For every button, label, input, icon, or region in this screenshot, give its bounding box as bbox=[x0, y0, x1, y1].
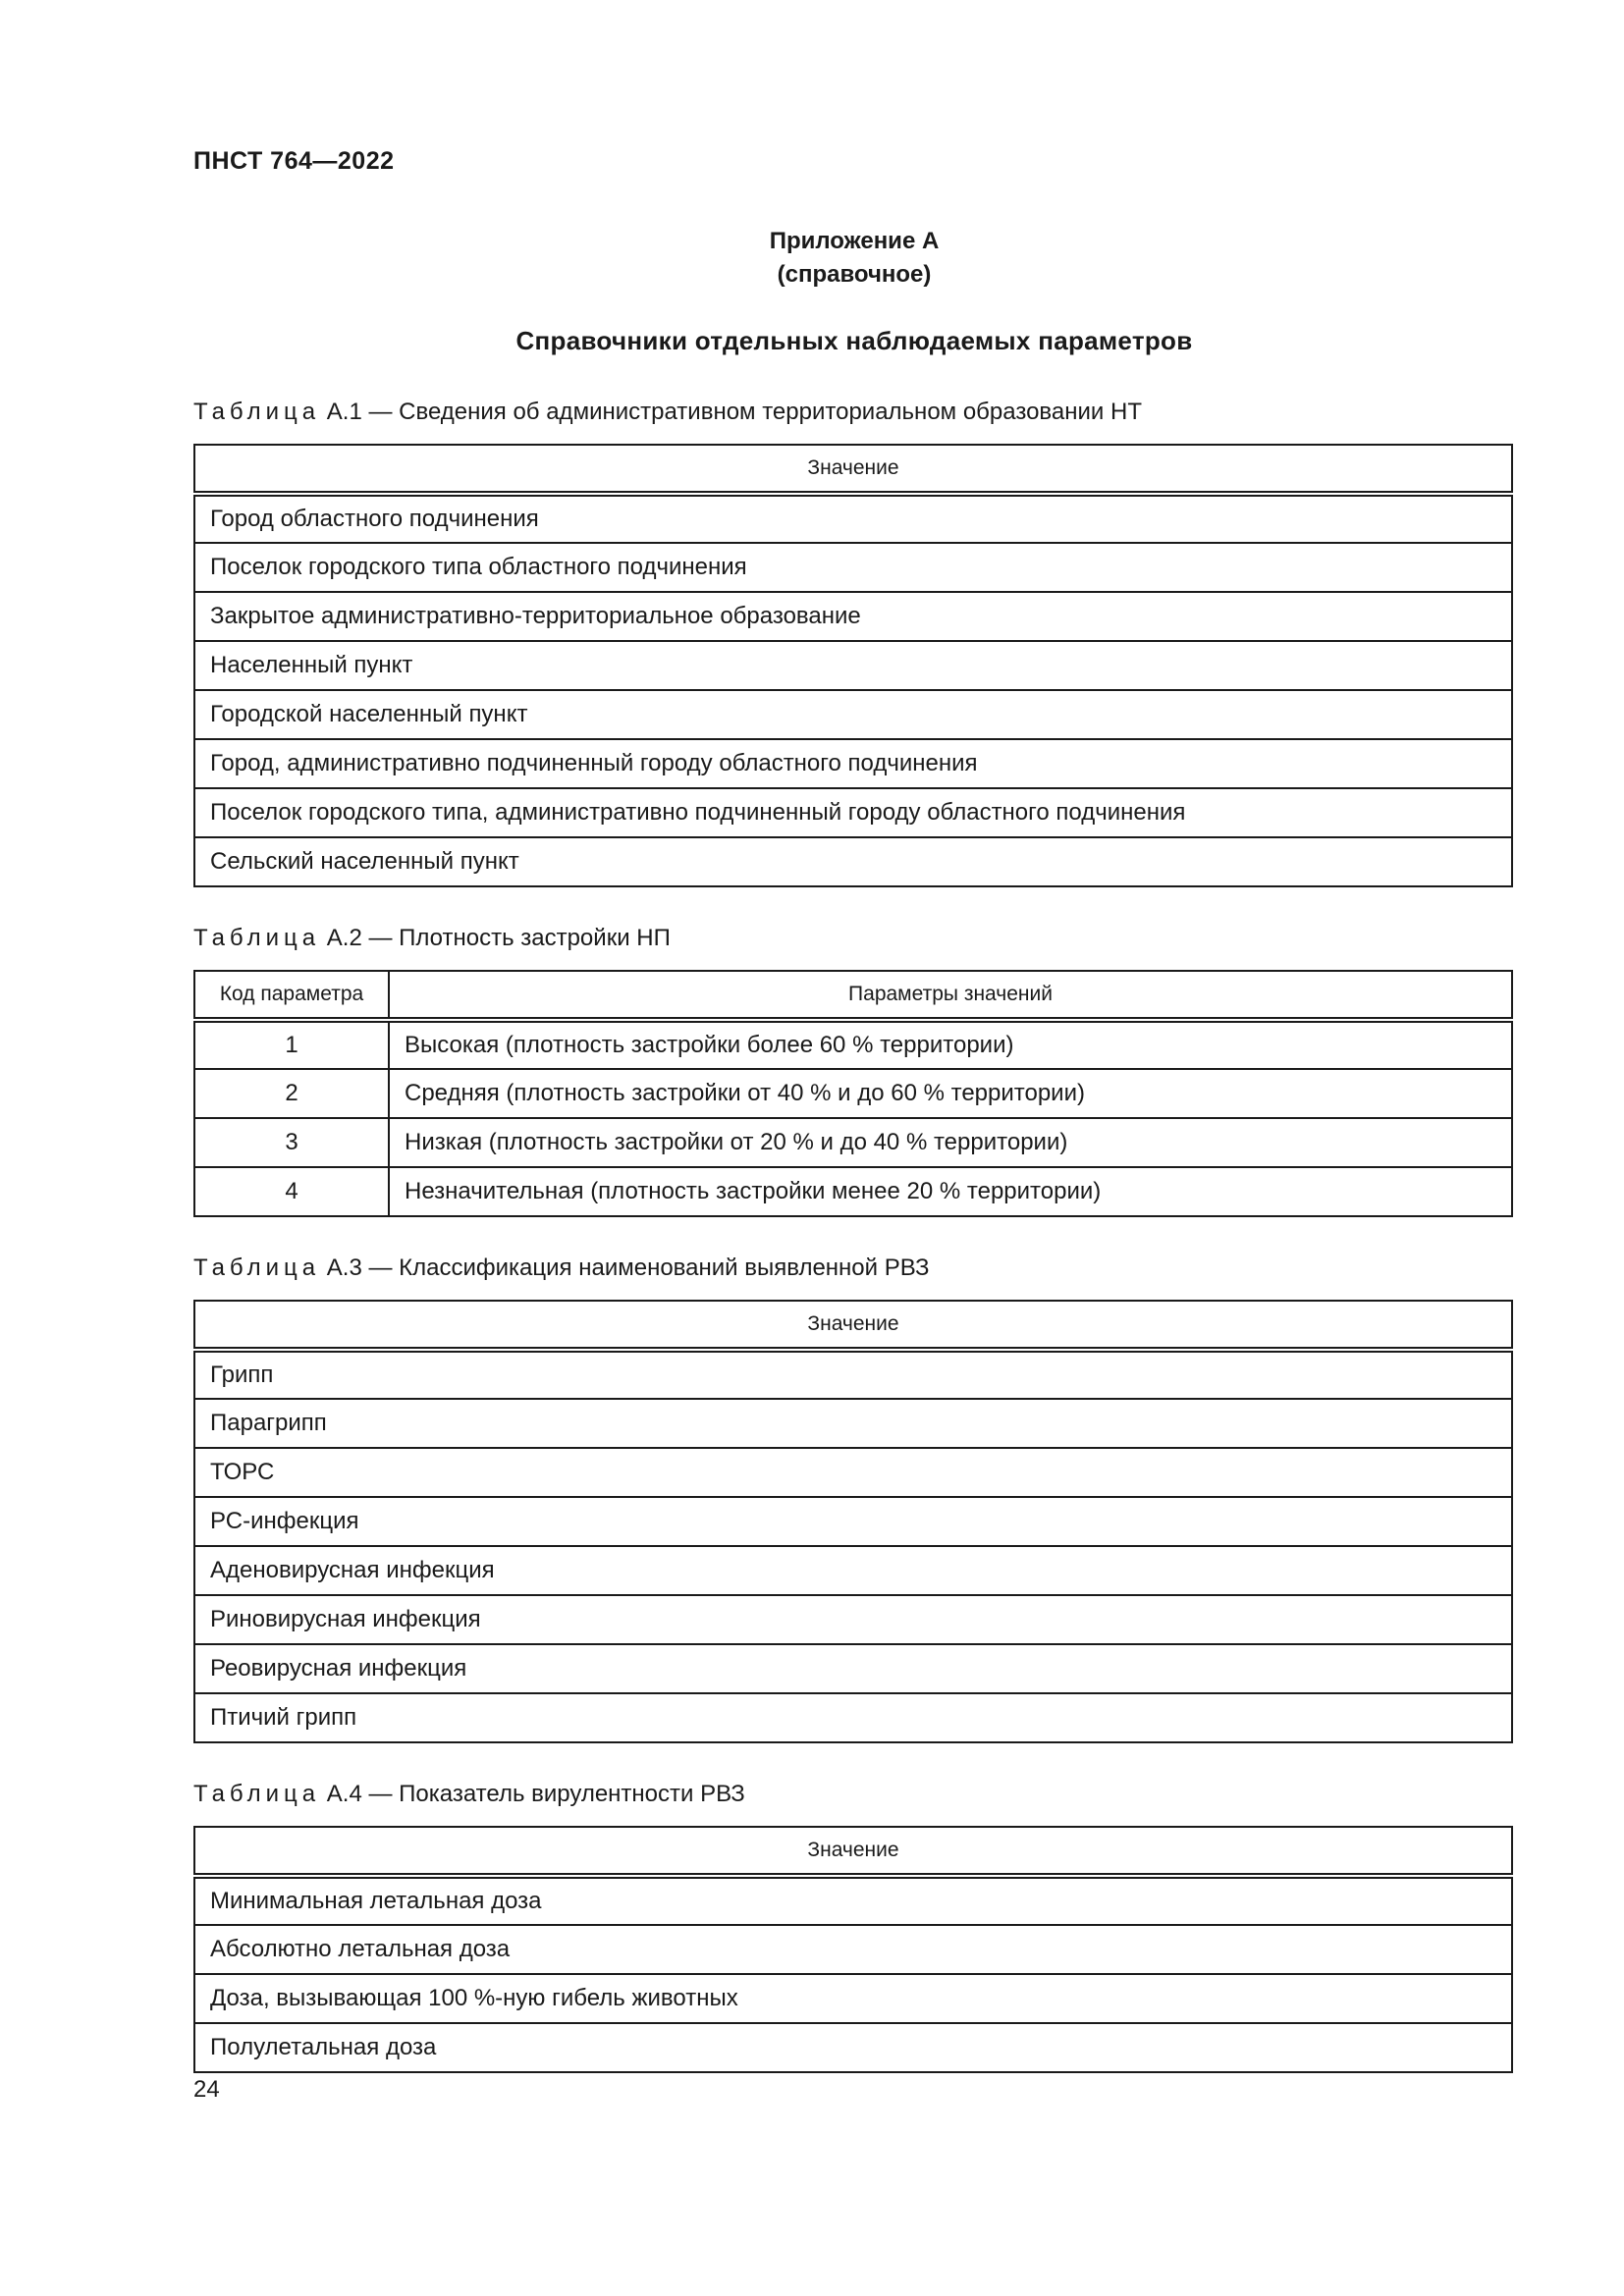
document-id: ПНСТ 764—2022 bbox=[193, 147, 395, 175]
table-row: Городской населенный пункт bbox=[194, 690, 1512, 739]
table-row bbox=[194, 1069, 1512, 1118]
table-row: Сельский населенный пункт bbox=[194, 837, 1512, 886]
table-row: Аденовирусная инфекция bbox=[194, 1546, 1512, 1595]
table-a1 bbox=[193, 444, 1513, 887]
table-a4-header: Значение bbox=[194, 1827, 1512, 1876]
table-a1-header: Значение bbox=[194, 445, 1512, 494]
table-a1-caption-label: Таблица bbox=[193, 399, 321, 425]
table-row: Поселок городского типа, административно подчиненный городу областного подчинения bbox=[194, 788, 1512, 837]
table-a3 bbox=[193, 1300, 1513, 1743]
table-row: Поселок городского типа областного подчинения bbox=[194, 543, 1512, 592]
table-a1-caption-text: А.1 — Сведения об административном территориальном образовании НТ bbox=[326, 399, 1142, 425]
param-value: Высокая (плотность застройки более 60 % территории) bbox=[389, 1020, 1512, 1069]
table-a3-caption bbox=[193, 1255, 929, 1282]
table-a4 bbox=[193, 1826, 1513, 2073]
param-code: 4 bbox=[194, 1167, 389, 1216]
param-code: 2 bbox=[194, 1069, 389, 1118]
table-a3-header: Значение bbox=[194, 1301, 1512, 1350]
table-row bbox=[194, 1118, 1512, 1167]
table-row: Город, административно подчиненный городу областного подчинения bbox=[194, 739, 1512, 788]
table-a2-header-code: Код параметра bbox=[194, 971, 389, 1020]
table-row: Город областного подчинения bbox=[194, 494, 1512, 543]
table-a2-caption-label: Таблица bbox=[193, 925, 321, 951]
appendix-title: Приложение А bbox=[769, 228, 940, 254]
table-row: ТОРС bbox=[194, 1448, 1512, 1497]
table-a2 bbox=[193, 970, 1513, 1217]
param-value: Незначительная (плотность застройки менее 20 % территории) bbox=[389, 1167, 1512, 1216]
table-a4-caption-text: А.4 — Показатель вирулентности РВЗ bbox=[326, 1781, 745, 1807]
table-row: Минимальная летальная доза bbox=[194, 1876, 1512, 1925]
table-a3-caption-text: А.3 — Классификация наименований выявленной РВЗ bbox=[326, 1255, 930, 1281]
param-value: Низкая (плотность застройки от 20 % и до 40 % территории) bbox=[389, 1118, 1512, 1167]
table-a2-header-value: Параметры значений bbox=[389, 971, 1512, 1020]
table-row: Доза, вызывающая 100 %-ную гибель животных bbox=[194, 1974, 1512, 2023]
section-title: Справочники отдельных наблюдаемых параметров bbox=[515, 326, 1193, 355]
param-code: 1 bbox=[194, 1020, 389, 1069]
table-a4-caption-label: Таблица bbox=[193, 1781, 321, 1807]
table-row: РС-инфекция bbox=[194, 1497, 1512, 1546]
table-row bbox=[194, 1167, 1512, 1216]
table-row: Абсолютно летальная доза bbox=[194, 1925, 1512, 1974]
table-row: Птичий грипп bbox=[194, 1693, 1512, 1742]
table-row bbox=[194, 1020, 1512, 1069]
table-row: Полулетальная доза bbox=[194, 2023, 1512, 2072]
param-code: 3 bbox=[194, 1118, 389, 1167]
table-row: Грипп bbox=[194, 1350, 1512, 1399]
table-row: Закрытое административно-территориальное образование bbox=[194, 592, 1512, 641]
table-row: Реовирусная инфекция bbox=[194, 1644, 1512, 1693]
table-a1-caption bbox=[193, 399, 1142, 426]
table-row: Парагрипп bbox=[194, 1399, 1512, 1448]
table-row: Риновирусная инфекция bbox=[194, 1595, 1512, 1644]
table-a4-caption bbox=[193, 1781, 745, 1808]
page-number: 24 bbox=[193, 2076, 220, 2103]
table-a2-caption bbox=[193, 925, 671, 952]
appendix-type: (справочное) bbox=[777, 261, 932, 288]
param-value: Средняя (плотность застройки от 40 % и до 60 % территории) bbox=[389, 1069, 1512, 1118]
table-a2-caption-text: А.2 — Плотность застройки НП bbox=[326, 925, 671, 951]
table-row: Населенный пункт bbox=[194, 641, 1512, 690]
table-a3-caption-label: Таблица bbox=[193, 1255, 321, 1281]
